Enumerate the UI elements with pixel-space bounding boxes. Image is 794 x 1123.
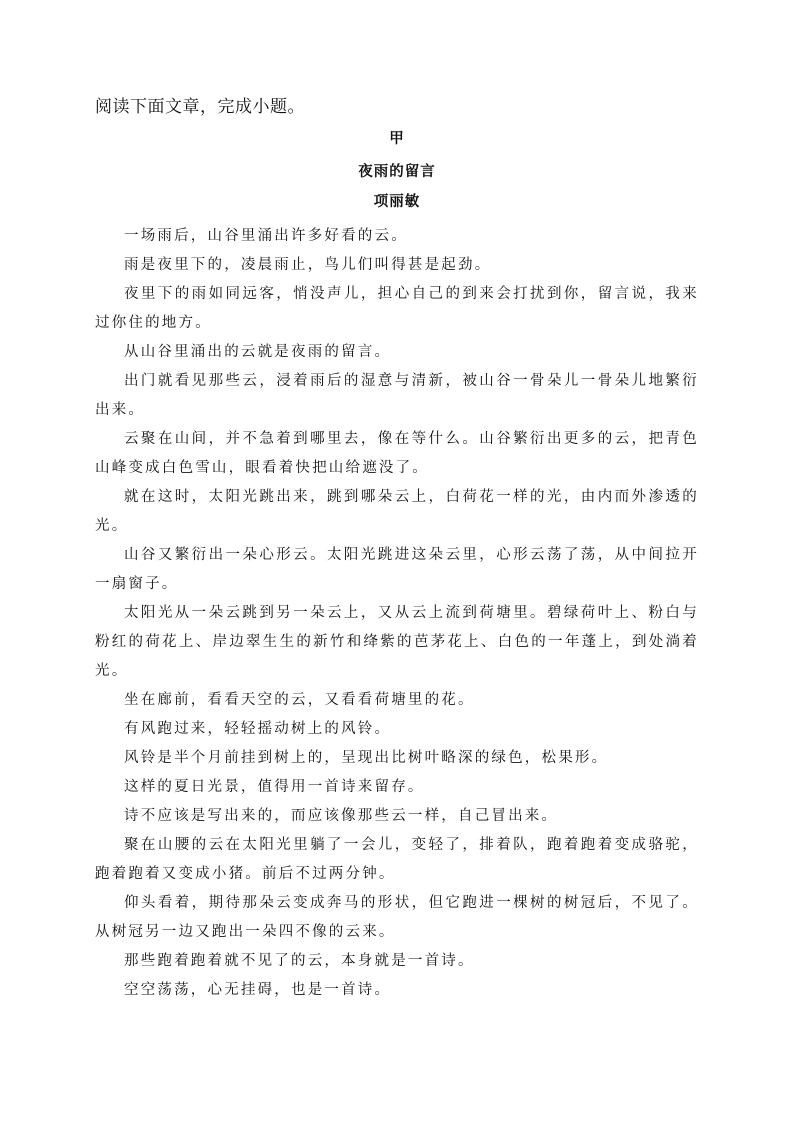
paragraph: 太阳光从一朵云跳到另一朵云上，又从云上流到荷塘里。碧绿荷叶上、粉白与粉红的荷花上、岸边翠生生的新竹和绛紫的芭茅花上、白色的一年蓬上，到处淌着光。 [95, 605, 699, 679]
paragraph: 那些跑着跑着就不见了的云，本身就是一首诗。 [124, 953, 475, 969]
paragraph: 风铃是半个月前挂到树上的，呈现出比树叶略深的绿色，松果形。 [124, 750, 609, 766]
section-marker: 甲 [389, 130, 405, 147]
paragraph: 坐在廊前，看看天空的云，又看看荷塘里的花。 [124, 692, 475, 708]
paragraph: 雨是夜里下的，凌晨雨止，鸟儿们叫得甚是起劲。 [124, 257, 492, 273]
article-title: 夜雨的留言 [358, 163, 436, 180]
paragraph: 有风跑过来，轻轻摇动树上的风铃。 [124, 721, 392, 737]
article-author: 项丽敏 [373, 193, 421, 210]
reading-instruction: 阅读下面文章，完成小题。 [95, 97, 305, 117]
paragraph: 空空荡荡，心无挂碍，也是一首诗。 [124, 982, 392, 998]
paragraph: 一场雨后，山谷里涌出许多好看的云。 [124, 228, 408, 244]
paragraph: 山谷又繁衍出一朵心形云。太阳光跳进这朵云里，心形云荡了荡，从中间拉开一扇窗子。 [95, 547, 699, 592]
paragraph: 从山谷里涌出的云就是夜雨的留言。 [124, 344, 392, 360]
paragraph: 就在这时，太阳光跳出来，跳到哪朵云上，白荷花一样的光，由内而外渗透的光。 [95, 489, 699, 534]
paragraph: 仰头看着，期待那朵云变成奔马的形状，但它跑进一棵树的树冠后，不见了。从树冠另一边又跑出一朵四不像的云来。 [95, 895, 699, 940]
paragraph: 这样的夏日光景，值得用一首诗来留存。 [124, 779, 425, 795]
paragraph: 云聚在山间，并不急着到哪里去，像在等什么。山谷繁衍出更多的云，把青色山峰变成白色雪山，眼看着快把山给遮没了。 [95, 431, 699, 476]
paragraph: 出门就看见那些云，浸着雨后的湿意与清新，被山谷一骨朵儿一骨朵儿地繁衍出来。 [95, 373, 699, 418]
paragraph: 夜里下的雨如同远客，悄没声儿，担心自己的到来会打扰到你，留言说，我来过你住的地方。 [95, 286, 699, 331]
paragraph: 诗不应该是写出来的，而应该像那些云一样，自己冒出来。 [124, 808, 559, 824]
article-body [95, 222, 699, 1005]
paragraph: 聚在山腰的云在太阳光里躺了一会儿，变轻了，排着队，跑着跑着变成骆驼，跑着跑着又变成小猪。前后不过两分钟。 [95, 837, 699, 882]
